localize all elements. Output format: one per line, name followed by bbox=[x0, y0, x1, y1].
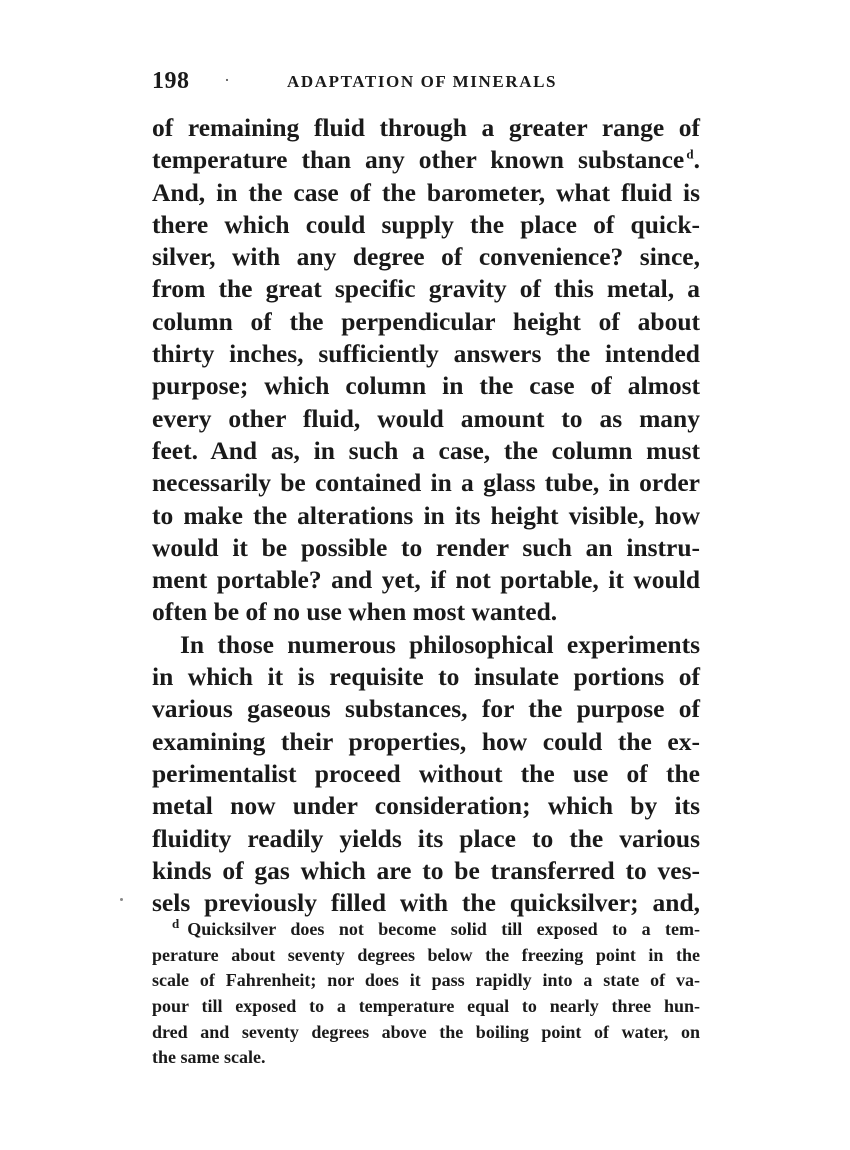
running-title: ADAPTATION OF MINERALS bbox=[287, 72, 558, 91]
footnote-line: pour till exposed to a temperature equal to nearly three hun- bbox=[152, 996, 700, 1017]
text-line: thirty inches, sufficiently answers the intended bbox=[152, 339, 700, 369]
print-speck bbox=[120, 898, 123, 901]
text-line: metal now under consideration; which by its bbox=[152, 791, 700, 821]
text-line: often be of no use when most wanted. bbox=[152, 597, 558, 627]
footnote-first-line bbox=[152, 917, 700, 943]
footnote-line: the same scale. bbox=[152, 1047, 266, 1068]
page-header bbox=[152, 66, 712, 100]
text-line: every other fluid, would amount to as many bbox=[152, 403, 700, 433]
text-line: from the great specific gravity of this metal, a bbox=[152, 274, 700, 304]
text-line: necessarily be contained in a glass tube, in order bbox=[152, 468, 700, 498]
text-line: various gaseous substances, for the purpose of bbox=[152, 694, 700, 724]
paragraph-start-line: In those numerous philosophical experiments bbox=[180, 629, 700, 659]
footnote bbox=[152, 917, 700, 1071]
text-line: ment portable? and yet, if not portable, it would bbox=[152, 565, 700, 595]
page-number: 198 bbox=[152, 68, 190, 94]
text-line: in which it is requisite to insulate portions of bbox=[152, 662, 700, 692]
text-line: feet. And as, in such a case, the column must bbox=[152, 435, 700, 465]
text-line: examining their properties, how could the ex- bbox=[152, 726, 700, 756]
text-line: there which could supply the place of quick- bbox=[152, 209, 700, 239]
footnote-line: perature about seventy degrees below the freezing point in the bbox=[152, 944, 700, 965]
text-line: column of the perpendicular height of about bbox=[152, 306, 700, 336]
text-line: sels previously filled with the quicksilver; and, bbox=[152, 888, 700, 918]
text-line: would it be possible to render such an instru- bbox=[152, 532, 700, 562]
text-line: fluidity readily yields its place to the various bbox=[152, 823, 700, 853]
line-trailing-punct: . bbox=[693, 145, 700, 175]
text-line: to make the alterations in its height visible, how bbox=[152, 500, 700, 530]
text-line-content: temperature than any other known substance bbox=[152, 145, 685, 175]
body-text bbox=[152, 112, 700, 919]
footnote-line: dred and seventy degrees above the boiling point of water, on bbox=[152, 1021, 700, 1042]
text-line: kinds of gas which are to be transferred to ves- bbox=[152, 855, 700, 885]
header-separator: · bbox=[224, 70, 230, 90]
footnote-line-content: Quicksilver does not become solid till exposed to a tem- bbox=[187, 919, 700, 939]
text-line: of remaining fluid through a greater range of bbox=[152, 113, 700, 142]
text-line: purpose; which column in the case of almost bbox=[152, 371, 700, 401]
footnote-line: scale of Fahrenheit; nor does it pass rapidly into a state of va- bbox=[152, 970, 700, 991]
text-line-with-note bbox=[152, 144, 700, 176]
footnote-reference: d bbox=[686, 146, 694, 162]
text-line: And, in the case of the barometer, what fluid is bbox=[152, 177, 700, 207]
text-line: perimentalist proceed without the use of the bbox=[152, 758, 700, 788]
footnote-marker: d bbox=[172, 916, 180, 931]
text-line: silver, with any degree of convenience? since, bbox=[152, 242, 700, 272]
